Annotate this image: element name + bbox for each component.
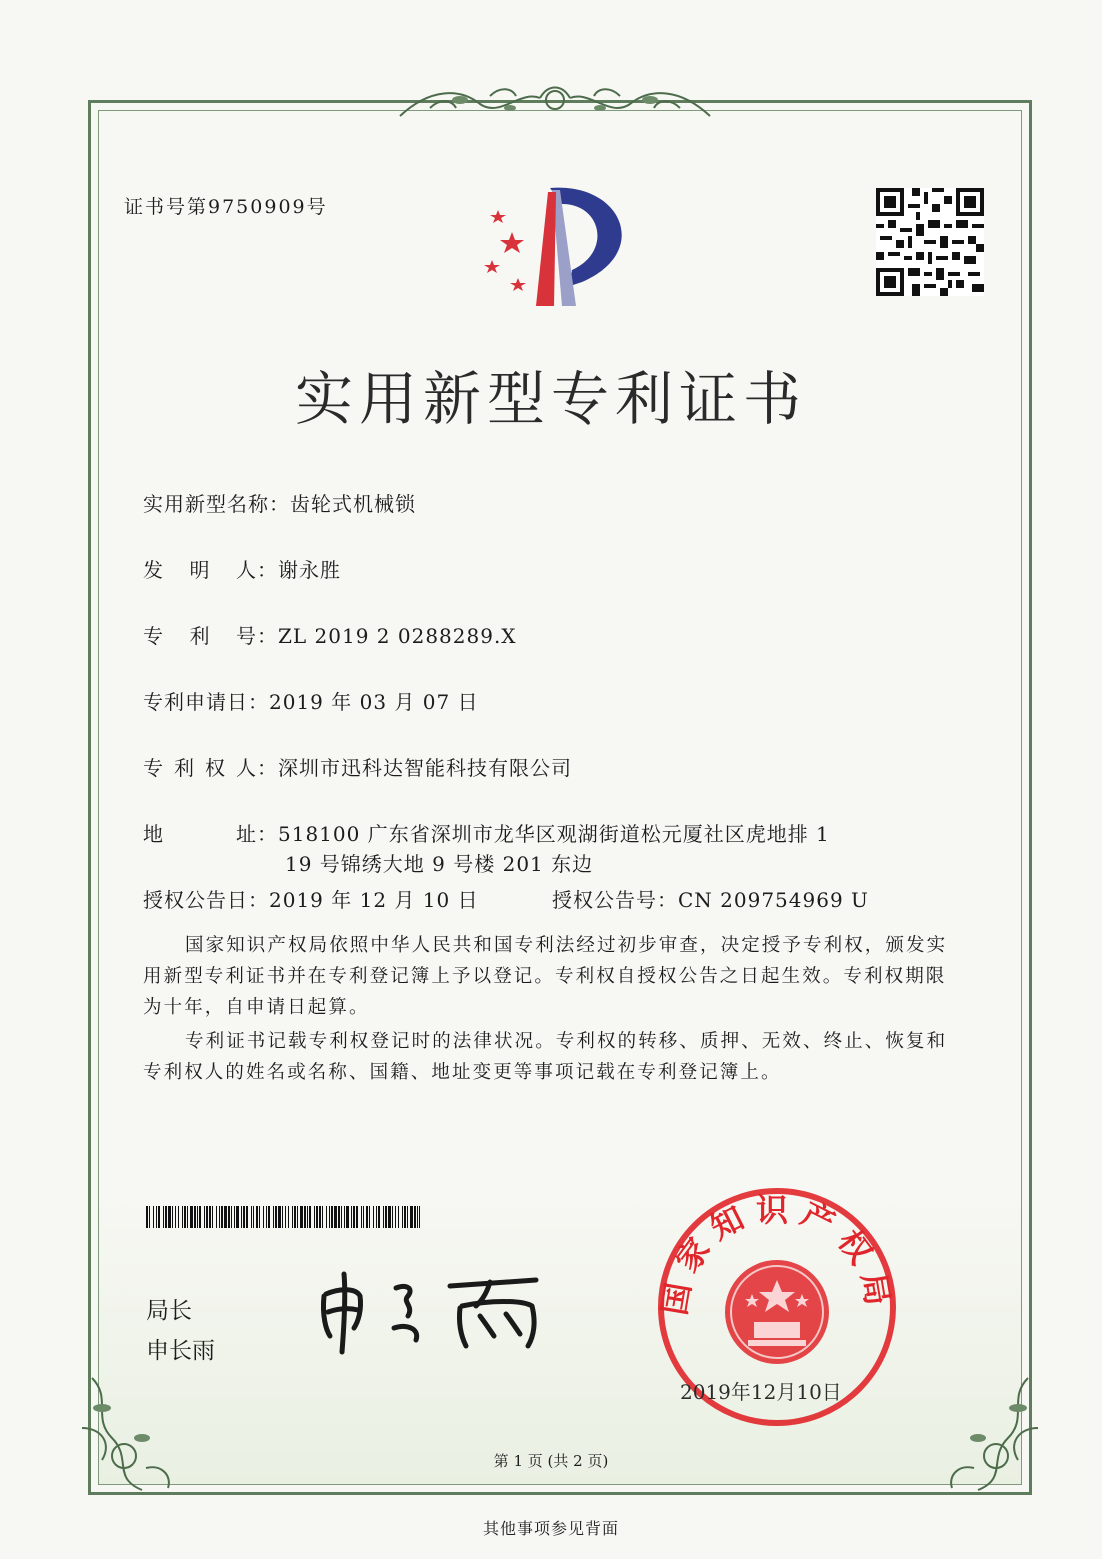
barcode-bar (297, 1206, 298, 1228)
director-name: 申长雨 (146, 1338, 215, 1364)
barcode-bar (363, 1206, 364, 1228)
barcode-bar (329, 1206, 330, 1228)
barcode-bar (407, 1206, 408, 1228)
barcode-bar (414, 1206, 416, 1228)
barcode-bar (241, 1206, 242, 1228)
barcode-bar (388, 1206, 391, 1228)
field-label: 地 址 (143, 822, 257, 846)
field-label: 专 利 号 (143, 624, 257, 648)
field-label: 授权公告日： (143, 888, 269, 912)
field-value: 2019 年 03 月 07 日 (269, 690, 479, 714)
barcode-bar (212, 1206, 213, 1228)
barcode (146, 1206, 420, 1228)
barcode-bar (356, 1206, 358, 1228)
barcode-bar (309, 1206, 311, 1228)
barcode-bar (146, 1206, 148, 1228)
barcode-bar (398, 1206, 399, 1228)
field-utility-model-name (143, 488, 416, 517)
field-value: 齿轮式机械锁 (290, 492, 416, 516)
barcode-bar (266, 1206, 267, 1228)
barcode-bar (417, 1206, 418, 1228)
field-grant-date (143, 884, 479, 913)
field-patentee: 专 利 权 人 ：深圳市迅科达智能科技有限公司 (143, 752, 572, 781)
director-title: 局长 (146, 1298, 192, 1324)
body-paragraph-2: 专利证书记载专利权登记时的法律状况。专利权的转移、质押、无效、终止、恢复和专利权人的姓名或名称、国籍、地址变更等事项记载在专利登记簿上。 (143, 1031, 948, 1083)
barcode-bar (216, 1206, 217, 1228)
barcode-bar (256, 1206, 258, 1228)
barcode-bar (278, 1206, 281, 1228)
field-value: ZL 2019 2 0288289.X (278, 624, 517, 648)
barcode-bar (326, 1206, 327, 1228)
barcode-bar (373, 1206, 374, 1228)
barcode-bar (153, 1206, 154, 1228)
barcode-bar (204, 1206, 205, 1228)
field-value: 谢永胜 (278, 558, 341, 582)
barcode-bar (168, 1206, 171, 1228)
barcode-bar (351, 1206, 352, 1228)
barcode-bar (253, 1206, 254, 1228)
field-patent-number: 专 利 号 ：ZL 2019 2 0288289.X (143, 620, 517, 649)
barcode-bar (273, 1206, 274, 1228)
field-application-date (143, 686, 479, 715)
field-value: 深圳市迅科达智能科技有限公司 (278, 756, 572, 780)
barcode-bar (219, 1206, 220, 1228)
barcode-bar (231, 1206, 232, 1228)
barcode-bar (307, 1206, 308, 1228)
field-label: 授权公告号： (552, 888, 678, 912)
certificate-title: 实用新型专利证书 (294, 365, 807, 433)
barcode-bar (259, 1206, 260, 1228)
barcode-bar (366, 1206, 368, 1228)
barcode-bar (194, 1206, 196, 1228)
barcode-bar (149, 1206, 150, 1228)
field-grant-number (552, 884, 869, 913)
page-indicator: 第 1 页 (共 2 页) (493, 1452, 609, 1470)
barcode-bar (369, 1206, 370, 1228)
barcode-bar (187, 1206, 188, 1228)
barcode-bar (285, 1206, 286, 1228)
field-label: 专利申请日： (143, 690, 269, 714)
barcode-bar (385, 1206, 387, 1228)
body-paragraph-1: 国家知识产权局依照中华人民共和国专利法经过初步审查，决定授予专利权，颁发实用新型专利证书并在专利登记簿上予以登记。专利权自授权公告之日起生效。专利权期限为十年，自申请日起算。 (143, 935, 948, 1018)
field-value-line1: 518100 广东省深圳市龙华区观湖街道松元厦社区虎地排 1 (278, 822, 830, 846)
barcode-bar (322, 1206, 323, 1228)
barcode-bar (206, 1206, 208, 1228)
field-address: 地 址 ：518100 广东省深圳市龙华区观湖街道松元厦社区虎地排 1 (143, 818, 830, 847)
svg-text:国家知识产权局: 国家知识产权局 (655, 1190, 899, 1318)
barcode-bar (221, 1206, 223, 1228)
barcode-bar (316, 1206, 318, 1228)
barcode-bar (404, 1206, 406, 1228)
barcode-bar (236, 1206, 239, 1228)
barcode-bar (156, 1206, 157, 1228)
barcode-bar (392, 1206, 393, 1228)
barcode-bar (334, 1206, 337, 1228)
barcode-bar (199, 1206, 201, 1228)
barcode-bar (246, 1206, 248, 1228)
barcode-bar (282, 1206, 283, 1228)
barcode-bar (378, 1206, 380, 1228)
barcode-bar (419, 1206, 420, 1228)
barcode-bar (275, 1206, 277, 1228)
barcode-bar (234, 1206, 235, 1228)
barcode-bar (263, 1206, 264, 1228)
footer-note: 其他事项参见背面 (482, 1519, 619, 1538)
barcode-bar (182, 1206, 183, 1228)
qr-code (876, 188, 984, 296)
barcode-bar (319, 1206, 321, 1228)
barcode-bar (294, 1206, 296, 1228)
barcode-bar (353, 1206, 355, 1228)
field-label: 实用新型名称： (143, 492, 290, 516)
seal-date: 2019年12月10日 (680, 1380, 842, 1404)
barcode-bar (314, 1206, 315, 1228)
field-inventor: 发 明 人 ：谢永胜 (143, 554, 341, 583)
corner-ornament-right (938, 1368, 1048, 1498)
barcode-bar (288, 1206, 289, 1228)
barcode-bar (402, 1206, 403, 1228)
barcode-bar (224, 1206, 227, 1228)
barcode-bar (344, 1206, 345, 1228)
barcode-bar (175, 1206, 176, 1228)
barcode-bar (304, 1206, 306, 1228)
barcode-bar (346, 1206, 349, 1228)
barcode-bar (178, 1206, 179, 1228)
field-label: 专 利 权 人 (143, 756, 257, 780)
barcode-bar (338, 1206, 340, 1228)
barcode-bar (331, 1206, 333, 1228)
barcode-bar (383, 1206, 384, 1228)
barcode-bar (158, 1206, 160, 1228)
field-value: CN 209754969 U (678, 888, 869, 912)
patent-office-logo (472, 182, 642, 312)
barcode-bar (228, 1206, 230, 1228)
barcode-bar (361, 1206, 362, 1228)
top-ornament (390, 78, 720, 124)
field-value: 2019 年 12 月 10 日 (269, 888, 479, 912)
barcode-bar (292, 1206, 293, 1228)
barcode-bar (197, 1206, 198, 1228)
barcode-bar (184, 1206, 186, 1228)
barcode-bar (163, 1206, 164, 1228)
barcode-bar (300, 1206, 303, 1228)
barcode-bar (165, 1206, 167, 1228)
corner-ornament-left (72, 1368, 182, 1498)
field-label: 发 明 人 (143, 558, 257, 582)
barcode-bar (268, 1206, 270, 1228)
barcode-bar (243, 1206, 245, 1228)
barcode-bar (251, 1206, 252, 1228)
barcode-bar (410, 1206, 413, 1228)
barcode-bar (190, 1206, 193, 1228)
barcode-bar (209, 1206, 211, 1228)
barcode-bar (395, 1206, 396, 1228)
certificate-number: 证书号第9750909号 (124, 196, 328, 218)
barcode-bar (172, 1206, 173, 1228)
director-signature (310, 1266, 560, 1356)
barcode-bar (376, 1206, 377, 1228)
barcode-bar (341, 1206, 342, 1228)
field-address-line2: 19 号锦绣大地 9 号楼 201 东边 (285, 852, 594, 876)
